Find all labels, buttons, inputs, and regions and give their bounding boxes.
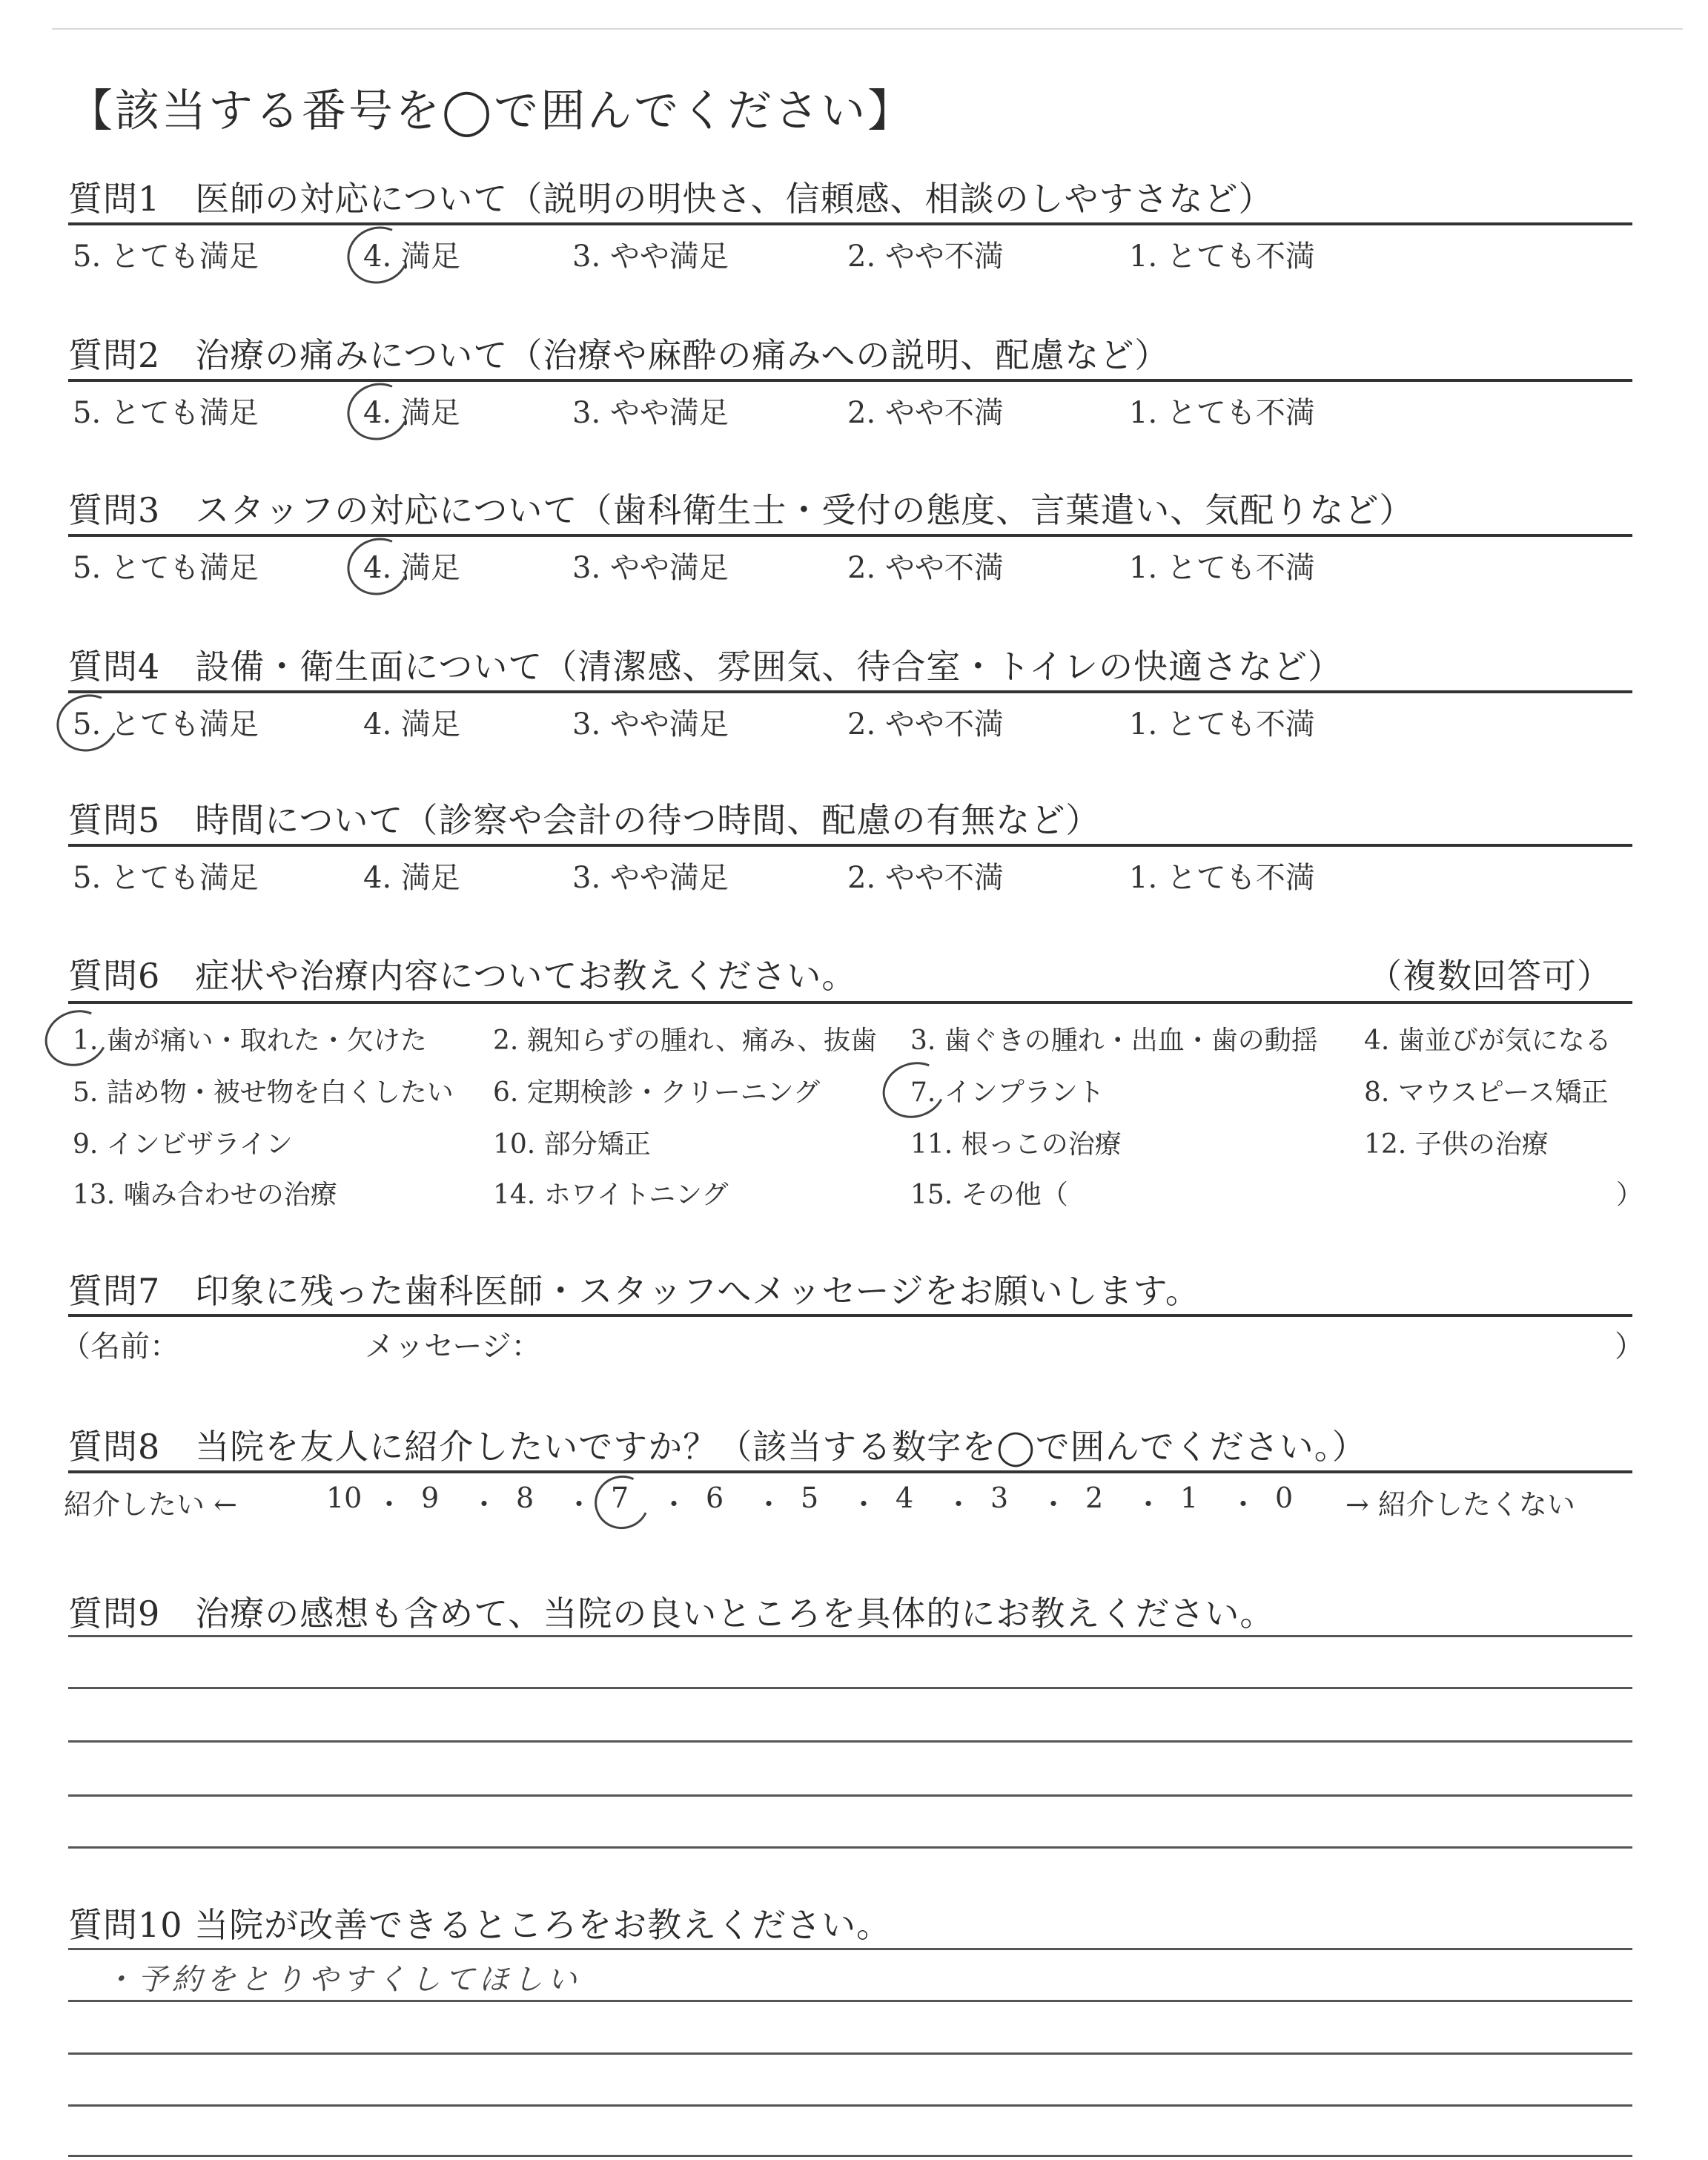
q4-option-4: 4. 満足 <box>363 707 460 742</box>
q7-heading: 質問7 印象に残った歯科医師・スタッフへメッセージをお願いします。 <box>68 1271 1200 1311</box>
q6-option-3: 3. 歯ぐきの腫れ・出血・歯の動揺 <box>910 1025 1318 1056</box>
q6-rule <box>68 1001 1632 1004</box>
q8-selected-circle <box>587 1468 657 1537</box>
q6-heading: 質問6 症状や治療内容についてお教えください。 <box>68 956 857 996</box>
q8-number-3: 3 <box>990 1482 1009 1514</box>
page-title: 【該当する番号を◯で囲んでください】 <box>68 85 915 137</box>
q1-option-2: 2. やや不満 <box>847 240 1004 274</box>
q6-option-4: 4. 歯並びが気になる <box>1364 1025 1612 1056</box>
q4-heading: 質問4 設備・衛生面について（清潔感、雰囲気、待合室・トイレの快適さなど） <box>68 647 1343 687</box>
q1-heading: 質問1 医師の対応について（説明の明快さ、信頼感、相談のしやすさなど） <box>68 179 1274 219</box>
q10-line-2 <box>68 2000 1632 2002</box>
q6-selected-circle-1 <box>37 1002 116 1075</box>
q8-dot: ・ <box>1039 1488 1068 1521</box>
q6-option-11: 11. 根っこの治療 <box>910 1129 1122 1160</box>
q7-close-paren: ） <box>1615 1330 1644 1364</box>
q6-option-15: 15. その他（ <box>910 1180 1068 1210</box>
q2-option-1: 1. とても不満 <box>1129 396 1315 430</box>
q8-number-4: 4 <box>896 1482 914 1514</box>
q6-option-5: 5. 詰め物・被せ物を白くしたい <box>73 1077 454 1108</box>
q8-right-label: → 紹介したくない <box>1345 1488 1575 1521</box>
q8-dot: ・ <box>850 1488 878 1521</box>
q6-option-10: 10. 部分矯正 <box>493 1129 651 1160</box>
q6-option-13: 13. 噛み合わせの治療 <box>73 1180 337 1210</box>
q2-selected-circle <box>340 374 417 449</box>
q5-option-4: 4. 満足 <box>363 861 460 895</box>
q6-option-7: 7. インプラント <box>910 1077 1105 1108</box>
q5-option-5: 5. とても満足 <box>73 861 259 895</box>
q6-option-6: 6. 定期検診・クリーニング <box>493 1077 821 1108</box>
q3-selected-circle <box>340 529 417 604</box>
q1-option-1: 1. とても不満 <box>1129 240 1315 274</box>
q1-option-4: 4. 満足 <box>363 240 460 274</box>
q8-dot: ・ <box>470 1488 499 1521</box>
q4-option-3: 3. やや満足 <box>572 707 729 742</box>
q8-dot: ・ <box>660 1488 689 1521</box>
q3-option-2: 2. やや不満 <box>847 551 1004 585</box>
q6-selected-circle-7 <box>875 1054 953 1127</box>
q10-handwritten-answer: ・予約をとりやすくしてほしい <box>104 1963 581 1997</box>
q2-option-4: 4. 満足 <box>363 396 460 430</box>
q8-number-2: 2 <box>1085 1482 1104 1514</box>
q8-number-10: 10 <box>326 1482 363 1514</box>
q10-heading: 質問10 当院が改善できるところをお教えください。 <box>68 1905 892 1945</box>
q6-option-16: ） <box>1616 1180 1644 1210</box>
q1-rule <box>68 222 1632 225</box>
q4-selected-circle <box>49 686 127 760</box>
q6-option-2: 2. 親知らずの腫れ、痛み、抜歯 <box>493 1025 878 1056</box>
q7-name-label: （名前： <box>61 1330 179 1364</box>
q6-option-8: 8. マウスピース矯正 <box>1364 1077 1609 1108</box>
q5-option-2: 2. やや不満 <box>847 861 1004 895</box>
q8-number-9: 9 <box>421 1482 440 1514</box>
q9-line-2 <box>68 1687 1632 1689</box>
q8-dot: ・ <box>944 1488 973 1521</box>
q8-dot: ・ <box>565 1488 594 1521</box>
q1-option-5: 5. とても満足 <box>73 240 259 274</box>
q8-dot: ・ <box>755 1488 784 1521</box>
q6-option-14: 14. ホワイトニング <box>493 1180 729 1210</box>
q4-option-5: 5. とても満足 <box>73 707 259 742</box>
q8-left-label: 紹介したい ← <box>64 1488 237 1521</box>
q1-selected-circle <box>340 218 417 292</box>
q8-number-8: 8 <box>516 1482 534 1514</box>
q3-option-3: 3. やや満足 <box>572 551 729 585</box>
q4-option-2: 2. やや不満 <box>847 707 1004 742</box>
q10-line-4 <box>68 2104 1632 2107</box>
q9-line-5 <box>68 1846 1632 1849</box>
q2-option-5: 5. とても満足 <box>73 396 259 430</box>
q10-line-1 <box>68 1948 1632 1950</box>
q9-line-3 <box>68 1740 1632 1743</box>
q8-dot: ・ <box>1134 1488 1163 1521</box>
q10-line-5 <box>68 2155 1632 2157</box>
q8-number-1: 1 <box>1180 1482 1199 1514</box>
q7-message-label: メッセージ： <box>365 1330 541 1364</box>
q3-rule <box>68 534 1632 537</box>
q5-heading: 質問5 時間について（診察や会計の待つ時間、配慮の有無など） <box>68 800 1101 840</box>
q9-line-1 <box>68 1635 1632 1637</box>
q8-number-5: 5 <box>801 1482 819 1514</box>
scan-top-edge <box>52 28 1683 30</box>
q5-option-1: 1. とても不満 <box>1129 861 1315 895</box>
q3-option-5: 5. とても満足 <box>73 551 259 585</box>
q8-rule <box>68 1470 1632 1473</box>
q5-rule <box>68 844 1632 847</box>
q4-rule <box>68 690 1632 693</box>
q8-number-0: 0 <box>1275 1482 1294 1514</box>
q8-heading: 質問8 当院を友人に紹介したいですか？（該当する数字を◯で囲んでください。） <box>68 1427 1367 1467</box>
q7-rule <box>68 1314 1632 1317</box>
q6-option-1: 1. 歯が痛い・取れた・欠けた <box>73 1025 427 1056</box>
q2-option-2: 2. やや不満 <box>847 396 1004 430</box>
q10-line-3 <box>68 2052 1632 2055</box>
q8-dot: ・ <box>375 1488 404 1521</box>
q8-dot: ・ <box>1229 1488 1258 1521</box>
q6-option-9: 9. インビザライン <box>73 1129 293 1160</box>
q2-option-3: 3. やや満足 <box>572 396 729 430</box>
q4-option-1: 1. とても不満 <box>1129 707 1315 742</box>
q3-option-1: 1. とても不満 <box>1129 551 1315 585</box>
q3-option-4: 4. 満足 <box>363 551 460 585</box>
q8-number-6: 6 <box>706 1482 724 1514</box>
q9-line-4 <box>68 1794 1632 1797</box>
q5-option-3: 3. やや満足 <box>572 861 729 895</box>
q2-heading: 質問2 治療の痛みについて（治療や麻酔の痛みへの説明、配慮など） <box>68 335 1170 375</box>
q3-heading: 質問3 スタッフの対応について（歯科衛生士・受付の態度、言葉遣い、気配りなど） <box>68 490 1414 530</box>
q9-heading: 質問9 治療の感想も含めて、当院の良いところを具体的にお教えください。 <box>68 1593 1275 1634</box>
q6-option-12: 12. 子供の治療 <box>1364 1129 1549 1160</box>
q1-option-3: 3. やや満足 <box>572 240 729 274</box>
q8-number-7: 7 <box>611 1482 629 1514</box>
q6-note: （複数回答可） <box>1368 956 1612 996</box>
q2-rule <box>68 379 1632 382</box>
